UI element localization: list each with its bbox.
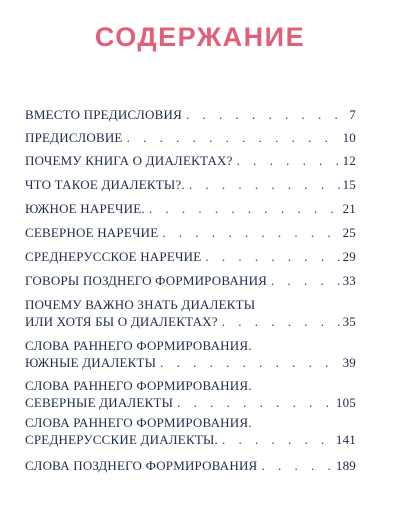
- toc-page-number: 33: [342, 273, 356, 288]
- toc-page-number: 15: [342, 177, 356, 192]
- toc-entry-title: СЛОВА РАННЕГО ФОРМИРОВАНИЯ.: [25, 415, 252, 430]
- toc-page-number: 21: [342, 201, 356, 216]
- toc-line: [25, 176, 356, 193]
- toc-line: [25, 152, 356, 169]
- toc-entry: [25, 414, 356, 448]
- toc-line: [25, 337, 356, 354]
- toc-entry: [25, 200, 356, 217]
- toc-entry-title: ЮЖНОЕ НАРЕЧИЕ.: [25, 201, 145, 216]
- toc-dot-leader: [257, 457, 333, 474]
- toc-entry-title: ИЛИ ХОТЯ БЫ О ДИАЛЕКТАХ?: [25, 314, 218, 329]
- toc-page-number: 12: [342, 153, 356, 168]
- toc-dot-leader: [156, 354, 340, 371]
- toc-page-number: 39: [342, 355, 356, 370]
- toc-line: [25, 431, 356, 448]
- toc-line: [25, 394, 356, 411]
- toc-dot-leader: [233, 152, 341, 169]
- toc-entry-title: СЕВЕРНОЕ НАРЕЧИЕ: [25, 225, 159, 240]
- toc-dot-leader: [145, 200, 341, 217]
- toc-entry: [25, 152, 356, 169]
- toc-page-number: 29: [342, 249, 356, 264]
- toc-line: [25, 457, 356, 474]
- toc-entry-title: ВМЕСТО ПРЕДИСЛОВИЯ: [25, 107, 182, 122]
- toc-entry-title: ЧТО ТАКОЕ ДИАЛЕКТЫ?.: [25, 177, 185, 192]
- toc-page-number: 25: [342, 225, 356, 240]
- toc-line: [25, 296, 356, 313]
- toc-entry-title: СРЕДНЕРУССКОЕ НАРЕЧИЕ: [25, 249, 202, 264]
- toc-line: [25, 106, 356, 123]
- page-title: СОДЕРЖАНИЕ: [94, 22, 306, 52]
- toc-entry: [25, 337, 356, 371]
- toc-dot-leader: [201, 248, 340, 265]
- toc-line: [25, 414, 356, 431]
- toc-page-number: 141: [335, 432, 356, 447]
- toc-entry-title: ПОЧЕМУ ВАЖНО ЗНАТЬ ДИАЛЕКТЫ: [25, 297, 256, 312]
- toc-entry-title: СЛОВА РАННЕГО ФОРМИРОВАНИЯ.: [25, 338, 252, 353]
- toc-entry: [25, 129, 356, 146]
- toc-entry: [25, 224, 356, 241]
- toc-entry-title: СРЕДНЕРУССКИЕ ДИАЛЕКТЫ.: [25, 432, 218, 447]
- toc-entry: [25, 106, 356, 123]
- toc-entry-title: ПРЕДИСЛОВИЕ: [25, 130, 123, 145]
- toc-page-number: 35: [342, 314, 356, 329]
- toc-line: [25, 248, 356, 265]
- toc-entry: [25, 272, 356, 289]
- toc-dot-leader: [123, 129, 341, 146]
- toc-dot-leader: [158, 224, 340, 241]
- toc-line: [25, 200, 356, 217]
- toc-dot-leader: [218, 313, 341, 330]
- toc-page-number: 105: [335, 395, 356, 410]
- toc-dot-leader: [185, 176, 341, 193]
- toc-entry: [25, 176, 356, 193]
- toc-line: [25, 377, 356, 394]
- toc-entry-title: ЮЖНЫЕ ДИАЛЕКТЫ: [25, 355, 157, 370]
- toc-entry-title: ГОВОРЫ ПОЗДНЕГО ФОРМИРОВАНИЯ: [25, 273, 268, 288]
- toc-dot-leader: [182, 106, 347, 123]
- toc-page-number: 7: [349, 107, 356, 122]
- toc-page-number: 189: [335, 458, 356, 473]
- toc-dot-leader: [173, 394, 334, 411]
- toc-entry-title: СЛОВА РАННЕГО ФОРМИРОВАНИЯ.: [25, 378, 252, 393]
- toc-entry: [25, 296, 356, 330]
- toc-page-number: 10: [342, 130, 356, 145]
- toc-line: [25, 129, 356, 146]
- toc-entry: [25, 457, 356, 474]
- toc-line: [25, 313, 356, 330]
- toc-entry-title: ПОЧЕМУ КНИГА О ДИАЛЕКТАХ?: [25, 153, 233, 168]
- toc-line: [25, 354, 356, 371]
- toc-entry-title: СЛОВА ПОЗДНЕГО ФОРМИРОВАНИЯ: [25, 458, 258, 473]
- toc-entry: [25, 377, 356, 411]
- toc-line: [25, 224, 356, 241]
- toc-entry-title: СЕВЕРНЫЕ ДИАЛЕКТЫ: [25, 395, 174, 410]
- toc-dot-leader: [267, 272, 341, 289]
- toc-line: [25, 272, 356, 289]
- toc-entry: [25, 248, 356, 265]
- toc-dot-leader: [218, 431, 334, 448]
